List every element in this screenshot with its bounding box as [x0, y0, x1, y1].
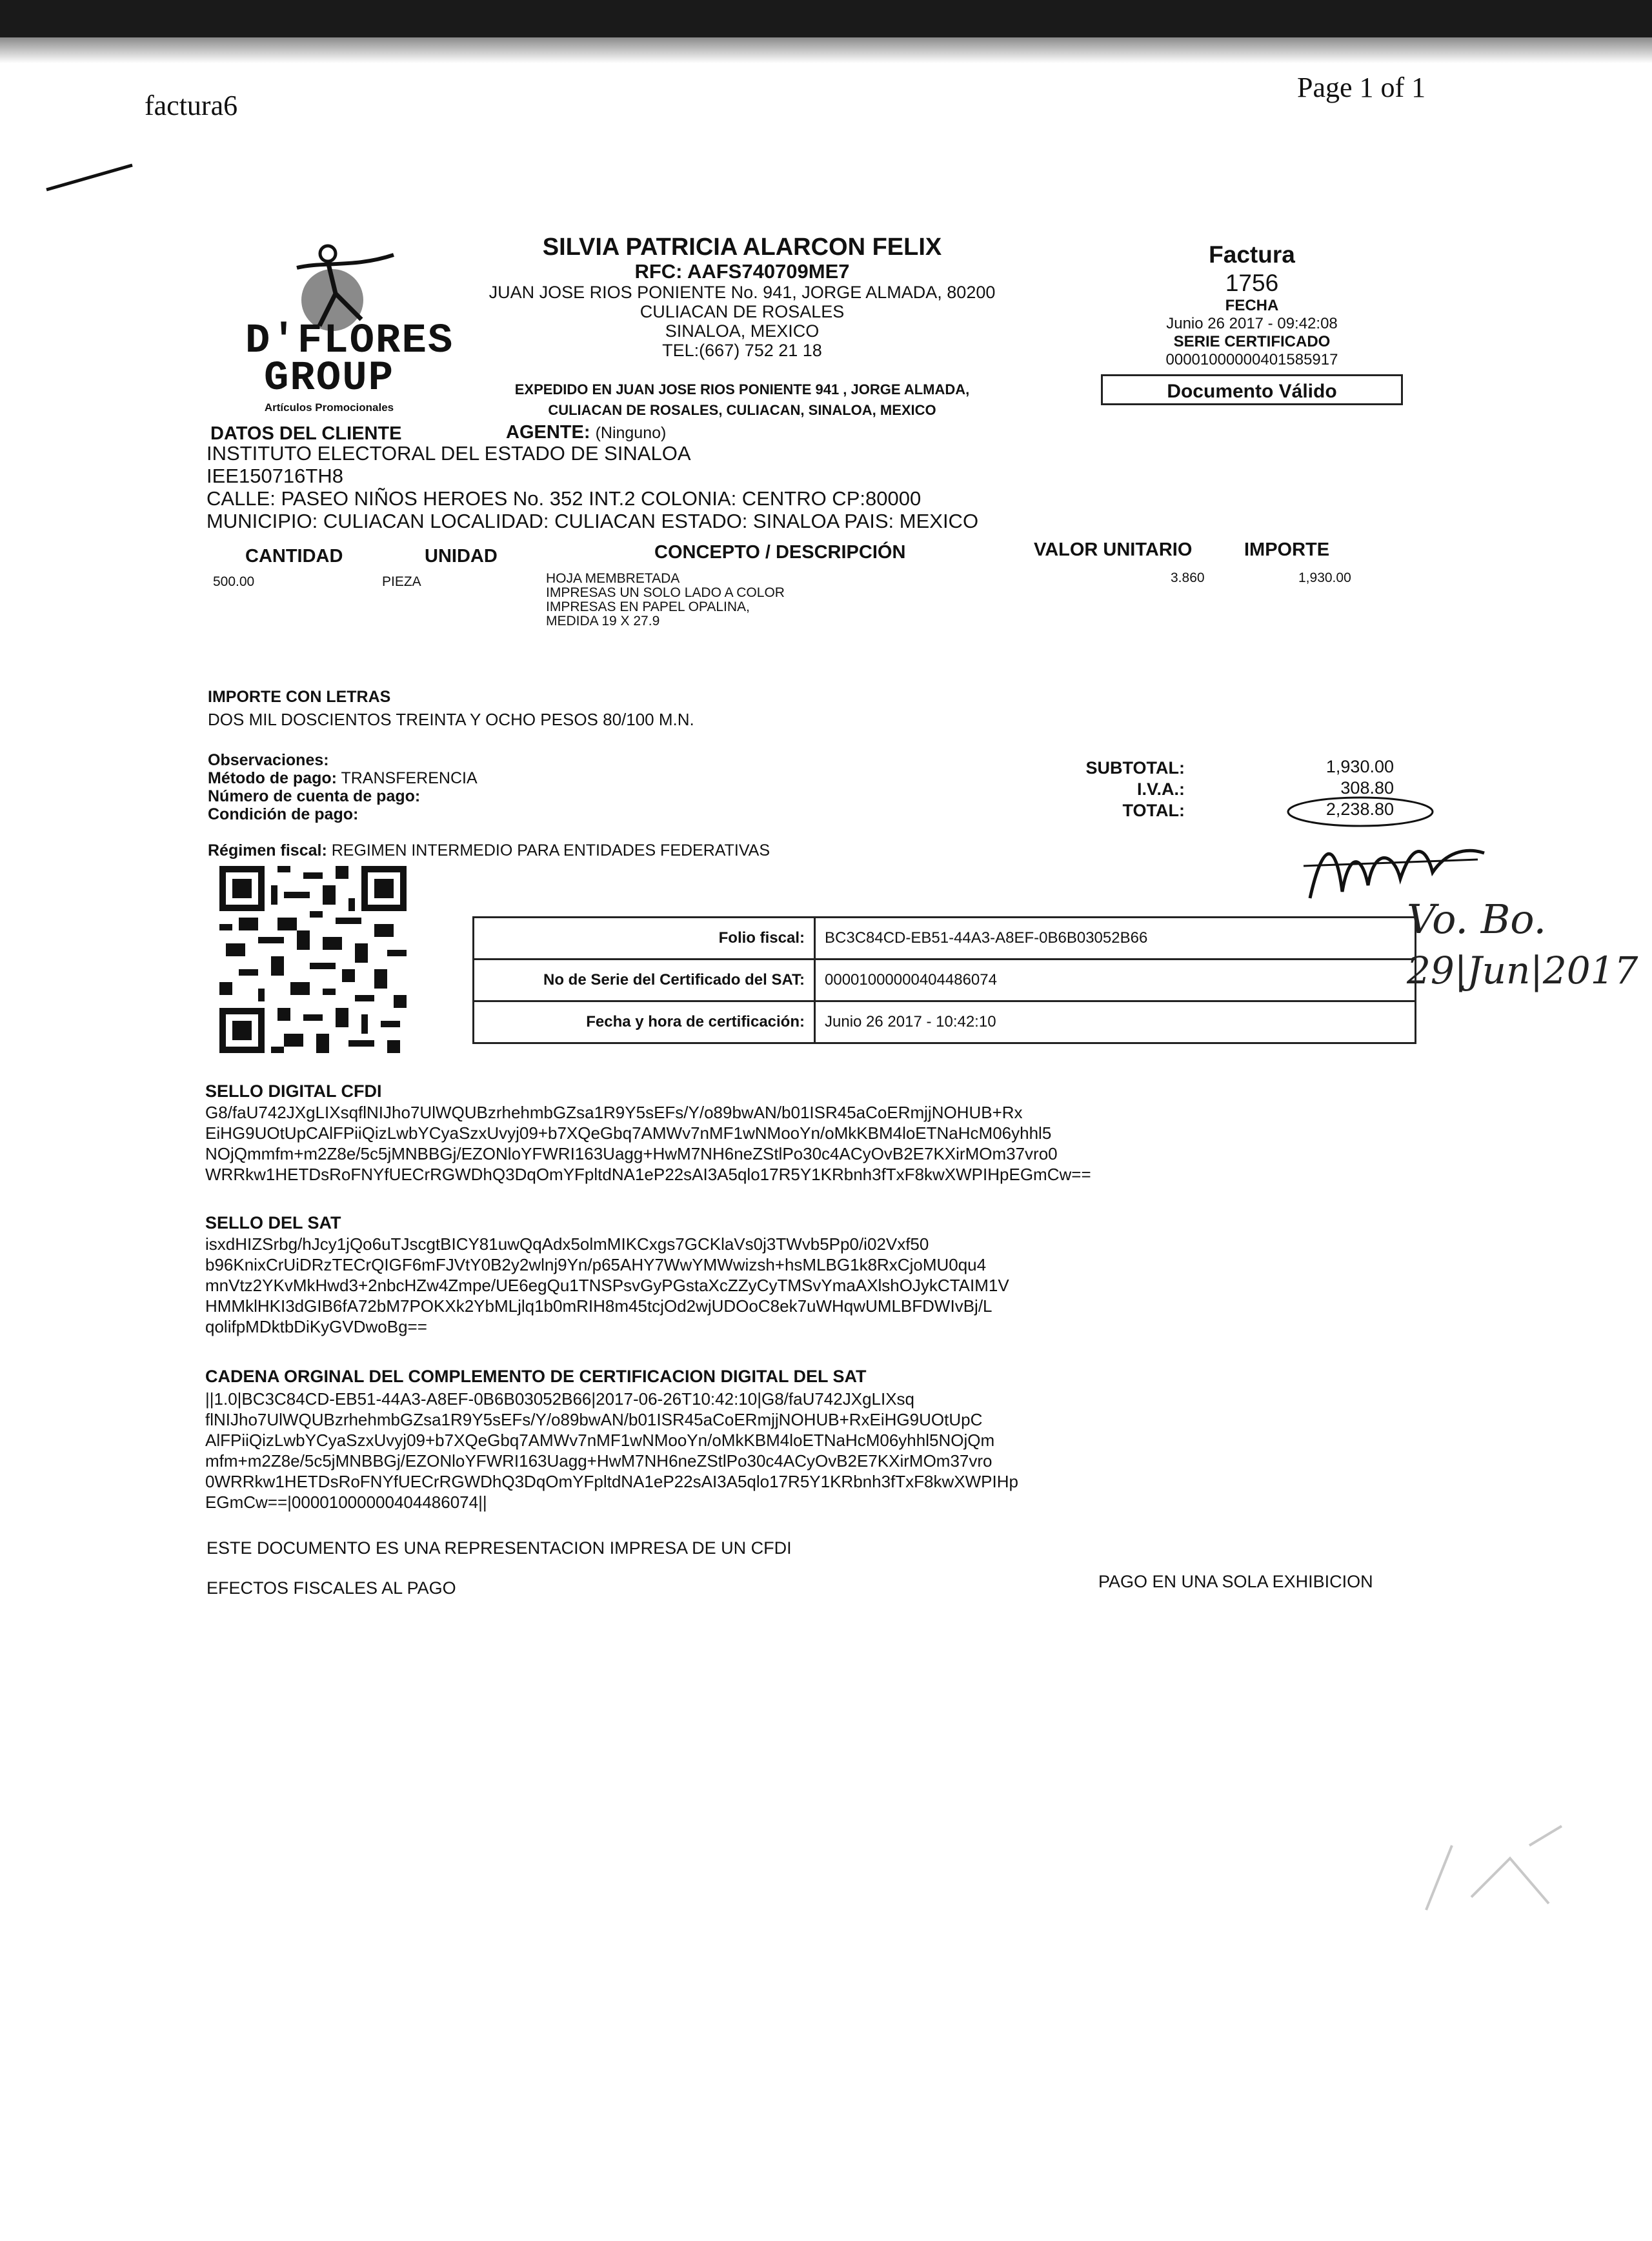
- row-concepto: [546, 572, 785, 628]
- issuer-block: [465, 234, 1020, 360]
- agent-value: (Ninguno): [595, 424, 667, 442]
- issuer-phone: TEL:(667) 752 21 18: [662, 341, 822, 360]
- cuenta-label: Número de cuenta de pago:: [208, 787, 421, 805]
- serie-sat-label: No de Serie del Certificado del SAT:: [474, 960, 815, 1001]
- totals-labels: [1032, 758, 1185, 821]
- row-valor-unitario: 3.860: [1171, 570, 1205, 585]
- header-valor-unitario: VALOR UNITARIO: [1034, 539, 1193, 560]
- concepto-line: HOJA MEMBRETADA: [546, 571, 680, 586]
- page-label: Page 1 of 1: [1297, 72, 1426, 103]
- row-importe: 1,930.00: [1298, 570, 1351, 585]
- table-row: [474, 918, 1416, 960]
- importe-letras-label: IMPORTE CON LETRAS: [208, 688, 391, 706]
- observaciones-label: Observaciones:: [208, 751, 329, 769]
- client-municipio: MUNICIPIO: CULIACAN LOCALIDAD: CULIACAN ESTADO: SINALOA PAIS: MEXICO: [206, 510, 979, 532]
- folio-label: Folio fiscal:: [474, 918, 815, 960]
- issuer-address2: CULIACAN DE ROSALES: [640, 302, 845, 321]
- status-badge: Documento Válido: [1101, 374, 1403, 405]
- header-unidad: UNIDAD: [425, 546, 498, 567]
- row-unidad: PIEZA: [382, 574, 421, 589]
- sello-cfdi-line: WRRkw1HETDsRoFNYfUECrRGWDhQ3DqOmYFpltdNA1eP22sAI3A5qlo17R5Y1KRbnh3fTxF8kwXWPIHpEGmCw==: [205, 1165, 1091, 1184]
- logo-tagline: Artículos Promocionales: [264, 401, 394, 414]
- client-name: INSTITUTO ELECTORAL DEL ESTADO DE SINALOA: [206, 442, 691, 465]
- subtotal-label: SUBTOTAL:: [1085, 758, 1185, 778]
- importe-letras-value: DOS MIL DOSCIENTOS TREINTA Y OCHO PESOS 80/100 M.N.: [208, 710, 694, 729]
- cadena-label: CADENA ORGINAL DEL COMPLEMENTO DE CERTIFICACION DIGITAL DEL SAT: [205, 1367, 867, 1386]
- scan-shadow-fade: [0, 37, 1652, 63]
- iva-label: I.V.A.:: [1136, 779, 1185, 799]
- expedido-line1: EXPEDIDO EN JUAN JOSE RIOS PONIENTE 941 , JORGE ALMADA,: [514, 381, 970, 397]
- regimen-label: Régimen fiscal:: [208, 841, 327, 859]
- cadena-line: AlFPiiQizLwbYCyaSzxUvyj09+b7XQeGbq7AMWv7nMF1wNMooYn/oMkKBM4loETNaHcM06yhhl5NOjQm: [205, 1431, 995, 1450]
- issuer-address1: JUAN JOSE RIOS PONIENTE No. 941, JORGE ALMADA, 80200: [489, 283, 996, 302]
- qr-code-icon: [219, 866, 407, 1053]
- concepto-line: IMPRESAS EN PAPEL OPALINA,: [546, 599, 750, 614]
- condicion-label: Condición de pago:: [208, 805, 359, 823]
- fecha-cert-label: Fecha y hora de certificación:: [474, 1001, 815, 1043]
- scan-top-shadow: [0, 0, 1652, 37]
- cadena-line: EGmCw==|00001000000404486074||: [205, 1492, 487, 1512]
- sello-sat-label: SELLO DEL SAT: [205, 1213, 341, 1232]
- sello-cfdi-text: [205, 1102, 1091, 1185]
- sello-sat-line: qolifpMDktbDiKyGVDwoBg==: [205, 1317, 427, 1336]
- fecha-cert-value: Junio 26 2017 - 10:42:10: [815, 1001, 1416, 1043]
- fecha-label: FECHA: [1225, 297, 1279, 314]
- fecha-value: Junio 26 2017 - 09:42:08: [1166, 315, 1338, 332]
- invoice-title: Factura: [1209, 241, 1295, 268]
- client-block: [206, 442, 978, 532]
- serie-label: SERIE CERTIFICADO: [1173, 333, 1331, 350]
- file-name: factura6: [145, 90, 238, 121]
- regimen-value: REGIMEN INTERMEDIO PARA ENTIDADES FEDERATIVAS: [331, 841, 770, 859]
- subtotal-value: 1,930.00: [1325, 757, 1394, 776]
- fiscal-table: [472, 916, 1416, 1044]
- expedido-block: [465, 379, 1020, 421]
- serie-value: 00001000000401585917: [1165, 351, 1338, 368]
- sello-sat-text: [205, 1234, 1009, 1337]
- vobo-annotation: Vo. Bo.: [1407, 896, 1547, 943]
- concepto-line: IMPRESAS UN SOLO LADO A COLOR: [546, 585, 785, 600]
- client-rfc: IEE150716TH8: [206, 465, 343, 487]
- row-cantidad: 500.00: [213, 574, 255, 589]
- sello-sat-line: b96KnixCrUiDRzTECrQIGF6mFJVtY0B2y2wlnj9Yn/p65AHY7WwYMWwizsh+hsMLBG1k8RxCjoMU0qu4: [205, 1255, 987, 1274]
- iva-value: 308.80: [1340, 778, 1394, 798]
- cadena-line: 0WRRkw1HETDsRoFNYfUECrRGWDhQ3DqOmYFpltdNA1eP22sAI3A5qlo17R5Y1KRbnh3fTxF8kwXWPIHp: [205, 1472, 1018, 1491]
- pencil-mark: [1413, 1820, 1568, 1923]
- serie-sat-value: 00001000000404486074: [815, 960, 1416, 1001]
- metodo-value: TRANSFERENCIA: [341, 769, 478, 787]
- cadena-line: ||1.0|BC3C84CD-EB51-44A3-A8EF-0B6B03052B66|2017-06-26T10:42:10|G8/faU742JXgLIXsq: [205, 1389, 915, 1409]
- date-annotation: 29|Jun|2017: [1407, 949, 1638, 992]
- sello-cfdi-line: G8/faU742JXgLIXsqflNIJho7UlWQUBzrhehmbGZsa1R9Y5sEFs/Y/o89bwAN/b01ISR45aCoERmjjNOHUB+Rx: [205, 1103, 1023, 1122]
- header-concepto: CONCEPTO / DESCRIPCIÓN: [654, 542, 906, 563]
- table-row: [474, 960, 1416, 1001]
- invoice-number: 1756: [1225, 270, 1279, 296]
- client-section-label: DATOS DEL CLIENTE: [210, 423, 402, 444]
- sello-sat-line: HMMklHKI3dGIB6fA72bM7POKXk2YbMLjlq1b0mRIH8m45tcjOd2wjUDOoC8ek7uWHqwUMLBFDWIvBj/L: [205, 1296, 992, 1316]
- logo-wordmark: [245, 318, 454, 402]
- issuer-name: SILVIA PATRICIA ALARCON FELIX: [542, 234, 942, 261]
- sello-sat-line: isxdHIZSrbg/hJcy1jQo6uTJscgtBICY81uwQqAdx5olmMIKCxgs7GCKlaVs0j3TWvb5Pp0/i02Vxf50: [205, 1234, 929, 1254]
- concepto-line: MEDIDA 19 X 27.9: [546, 614, 660, 628]
- metodo-label: Método de pago:: [208, 769, 337, 787]
- sello-cfdi-line: EiHG9UOtUpCAlFPiiQizLwbYCyaSzxUvyj09+b7XQeGbq7AMWv7nMF1wNMooYn/oMkKBM4loETNaHcM06yhhl5: [205, 1123, 1052, 1143]
- agent-label: AGENTE:: [506, 422, 590, 443]
- total-circle-mark: [1284, 792, 1446, 831]
- representacion-text: ESTE DOCUMENTO ES UNA REPRESENTACION IMPRESA DE UN CFDI: [206, 1538, 792, 1558]
- logo-line1: D'FLORES: [245, 318, 454, 365]
- header-importe: IMPORTE: [1244, 539, 1330, 560]
- header-cantidad: CANTIDAD: [245, 546, 343, 567]
- logo-line2: GROUP: [263, 356, 395, 402]
- sello-cfdi-label: SELLO DIGITAL CFDI: [205, 1081, 382, 1101]
- issuer-rfc: RFC: AAFS740709ME7: [634, 260, 850, 283]
- table-row: [474, 1001, 1416, 1043]
- agent-line: [506, 422, 666, 443]
- sello-sat-line: mnVtz2YKvMkHwd3+2nbcHZw4Zmpe/UE6egQu1TNSPsvGyPGstaXcZZyCyTMSvYmaAXlshOJykCTAIM1V: [205, 1276, 1009, 1295]
- folio-value: BC3C84CD-EB51-44A3-A8EF-0B6B03052B66: [815, 918, 1416, 960]
- cadena-text: [205, 1389, 1018, 1512]
- expedido-line2: CULIACAN DE ROSALES, CULIACAN, SINALOA, MEXICO: [548, 402, 936, 418]
- invoice-block: [1101, 240, 1403, 369]
- efectos-text: EFECTOS FISCALES AL PAGO: [206, 1578, 456, 1598]
- pen-mark: [45, 161, 136, 194]
- payment-block: [208, 751, 478, 823]
- cadena-line: mfm+m2Z8e/5c5jMNBBGj/EZONloYFWRI163Uagg+HwM7NH6neZStlPo30c4ACyOvB2E7KXirMOm37vro: [205, 1451, 992, 1471]
- cadena-line: flNIJho7UlWQUBzrhehmbGZsa1R9Y5sEFs/Y/o89bwAN/b01ISR45aCoERmjjNOHUB+RxEiHG9UOtUpC: [205, 1410, 983, 1429]
- total-label: TOTAL:: [1122, 801, 1185, 820]
- regimen-line: [208, 841, 770, 860]
- issuer-address3: SINALOA, MEXICO: [665, 321, 820, 341]
- total-value: 2,238.80: [1325, 799, 1394, 819]
- sello-cfdi-line: NOjQmmfm+m2Z8e/5c5jMNBBGj/EZONloYFWRI163Uagg+HwM7NH6neZStlPo30c4ACyOvB2E7KXirMOm37vro0: [205, 1144, 1058, 1163]
- pago-text: PAGO EN UNA SOLA EXHIBICION: [1098, 1572, 1373, 1591]
- client-street: CALLE: PASEO NIÑOS HEROES No. 352 INT.2 COLONIA: CENTRO CP:80000: [206, 487, 922, 510]
